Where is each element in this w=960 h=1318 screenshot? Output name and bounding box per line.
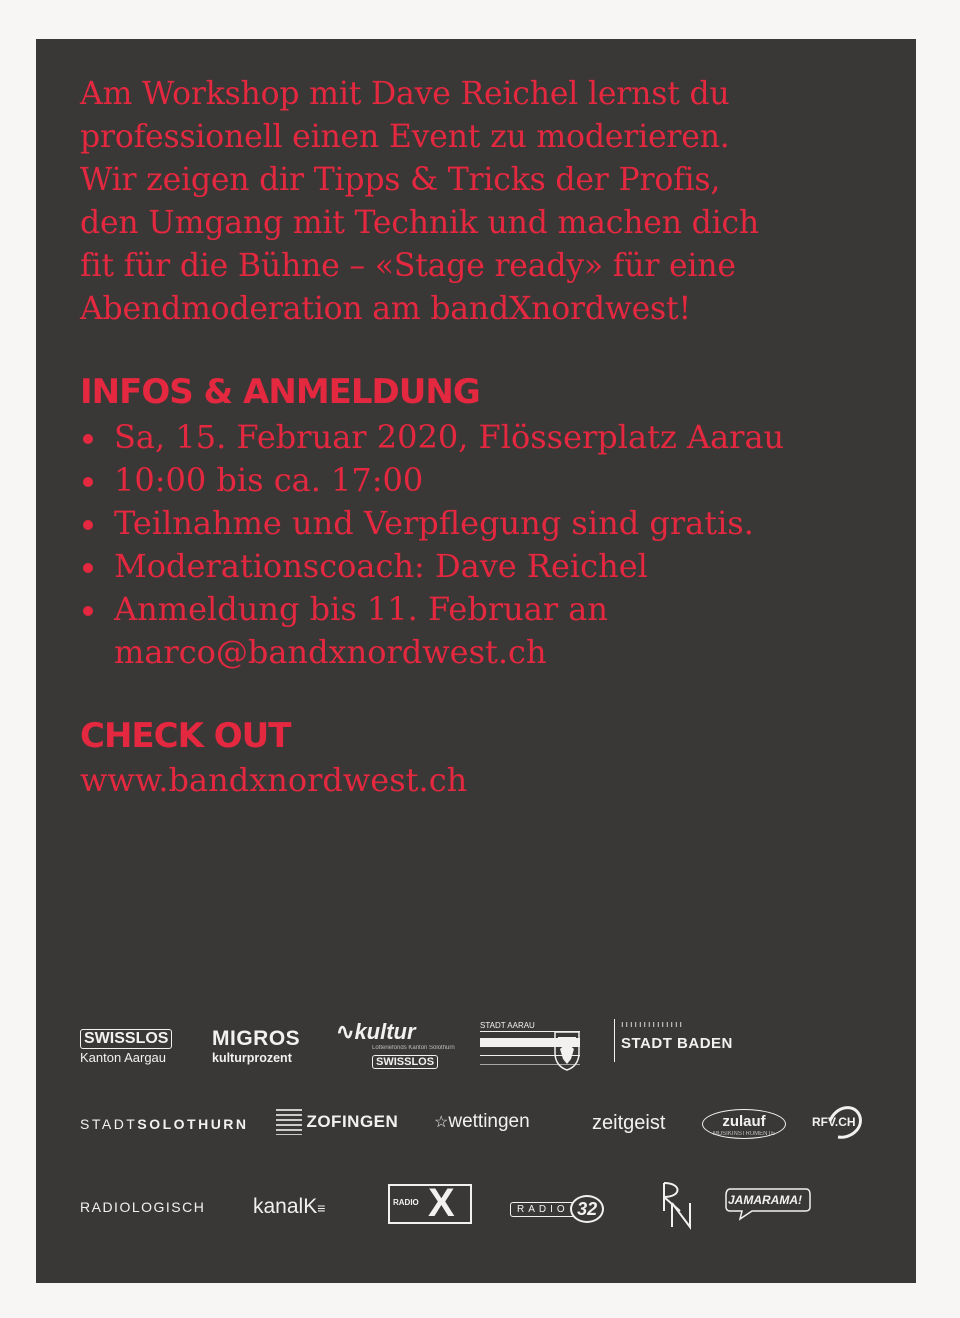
intro-line: professionell einen Event zu moderieren. [80, 119, 730, 155]
star-icon: ☆ [434, 1114, 449, 1131]
intro-line: den Umgang mit Technik und machen dich [80, 205, 759, 241]
intro-line: Wir zeigen dir Tipps & Tricks der Profis, [80, 162, 721, 198]
radiox-logo [388, 1181, 472, 1225]
kanalk-logo [253, 1195, 325, 1219]
baden-label: STADT BADEN [621, 1035, 733, 1052]
swisslos-aargau-logo [80, 1029, 172, 1065]
kultur-small: Lotteriefonds Kanton Solothurn [372, 1045, 455, 1051]
migros-logo [212, 1027, 300, 1065]
radio32-number: 32 [570, 1195, 604, 1223]
zulauf-name: zulauf [722, 1113, 766, 1130]
intro-line: fit für die Bühne – «Stage ready» für eine [80, 248, 736, 284]
radio32-logo [510, 1195, 604, 1223]
zofingen-crest-icon [276, 1109, 302, 1135]
zulauf-sub: MUSIKINSTRUMENTE [712, 1131, 776, 1137]
zulauf-logo [702, 1109, 786, 1139]
kanalk-waves-icon: ≡ [317, 1200, 326, 1216]
info-date: Sa, 15. Februar 2020, Flösserplatz Aarau [80, 416, 880, 459]
info-email[interactable]: marco@bandxnordwest.ch [114, 633, 547, 671]
migros-title: MIGROS [212, 1027, 301, 1050]
stadt-solothurn-logo [80, 1116, 249, 1132]
aarau-label: STADT AARAU [480, 1021, 580, 1032]
kultur-title: kultur [354, 1019, 416, 1044]
info-time: 10:00 bis ca. 17:00 [80, 459, 880, 502]
flyer-back [36, 39, 916, 1283]
zeitgeist-logo: zeitgeist [592, 1112, 666, 1134]
rn-logo-icon [658, 1181, 698, 1236]
wettingen-name: wettingen [448, 1111, 530, 1132]
aarau-coat-of-arms-icon [554, 1031, 580, 1076]
swisslos-subtitle: Kanton Aargau [80, 1050, 167, 1065]
solothurn-prefix: STADT [80, 1116, 138, 1132]
radiox-letter: X [428, 1181, 455, 1225]
kultur-mark-icon: ∿ [336, 1019, 355, 1044]
info-list [80, 416, 880, 674]
zofingen-logo [276, 1109, 398, 1135]
jamarama-logo [728, 1191, 802, 1209]
rfv-logo [812, 1115, 856, 1129]
rfv-name: RFV.CH [812, 1115, 856, 1129]
intro-line: Am Workshop mit Dave Reichel lernst du [80, 76, 730, 112]
jamarama-name: JAMARAMA! [728, 1193, 802, 1207]
check-out-heading: CHECK OUT [80, 716, 291, 756]
infos-heading: INFOS & ANMELDUNG [80, 372, 480, 412]
radiologisch-logo: RADIOLOGISCH [80, 1199, 206, 1215]
radiox-small: RADIO [393, 1198, 419, 1207]
info-registration: Anmeldung bis 11. Februar an [80, 588, 880, 631]
swisslos-title: SWISSLOS [80, 1029, 172, 1049]
solothurn-name: SOLOTHURN [137, 1116, 249, 1132]
stadt-baden-logo: ıııııııııııııı STADT BADEN [614, 1019, 733, 1062]
intro-text [80, 73, 880, 331]
zofingen-name: ZOFINGEN [306, 1112, 399, 1131]
migros-subtitle: kulturprozent [212, 1051, 292, 1065]
website-link[interactable]: www.bandxnordwest.ch [80, 761, 468, 799]
wettingen-logo [434, 1111, 530, 1133]
info-coach: Moderationscoach: Dave Reichel [80, 545, 880, 588]
rfv-swoosh-icon [826, 1103, 864, 1143]
kanalk-name: kanalK [253, 1195, 318, 1218]
radio32-label: RADIO [510, 1202, 600, 1217]
kultur-solothurn-logo [336, 1019, 455, 1070]
info-cost: Teilnahme und Verpflegung sind gratis. [80, 502, 880, 545]
kultur-swisslos: SWISSLOS [372, 1055, 438, 1069]
intro-line: Abendmoderation am bandXnordwest! [80, 291, 691, 327]
